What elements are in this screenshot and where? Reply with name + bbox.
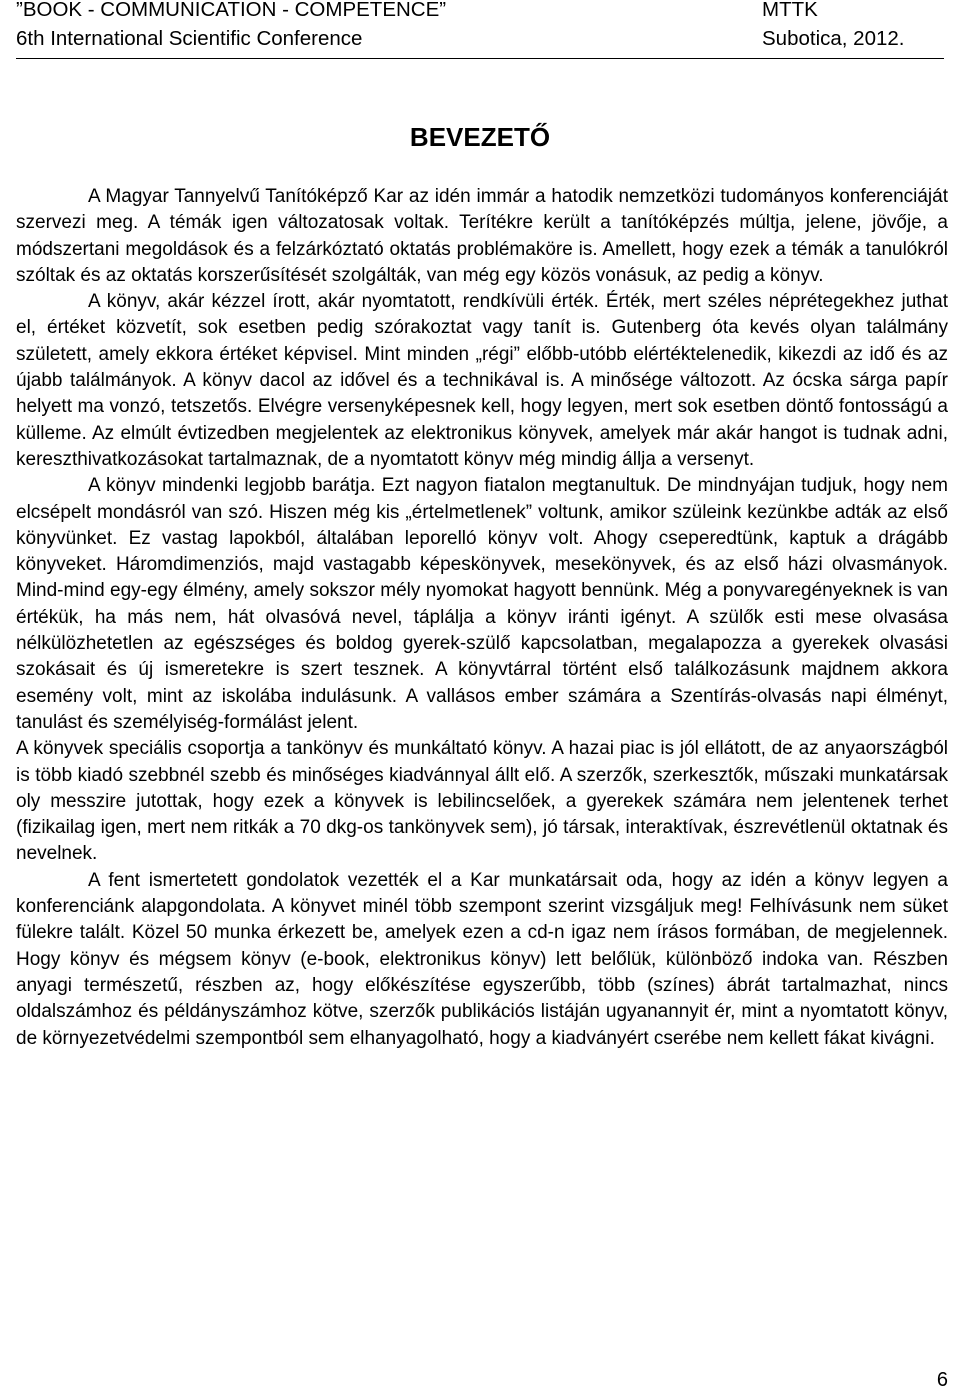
page-header xyxy=(16,0,944,59)
conference-title: ”BOOK - COMMUNICATION - COMPETENCE” xyxy=(16,0,447,21)
paragraph: A könyv, akár kézzel írott, akár nyomtatott, rendkívüli érték. Érték, mert széles néprétegekhez juthat el, értéket közvetít, sok esetben pedig szórakoztat vagy tanít is. Gutenberg óta kevés olyan találmány született, amely ekkora értéket képvisel. Mint minden „régi” előbb-utóbb elértéktelenedik, kikezdi az idő és az újabb találmányok. A könyv dacol az idővel és a technikával is. A minősége változott. Az ócska sárga papír helyett ma vonzó, tetszetős. Elvégre versenyképesnek kell, hogy legyen, mert sok esetben döntő fontosságú a külleme. Az elmúlt évtizedben megjelentek az elektronikus könyvek, amelyek már akár hangot is tudnak adni, kereszthivatkozásokat tartalmaznak, de a nyomtatott könyv még mindig állja a versenyt. xyxy=(16,291,948,470)
header-row-top xyxy=(16,0,944,22)
section-title: BEVEZETŐ xyxy=(409,122,551,152)
location-year: Subotica, 2012. xyxy=(762,27,905,50)
header-row-bottom xyxy=(16,27,944,51)
conference-subtitle: 6th International Scientific Conference xyxy=(16,27,363,50)
paragraph: A Magyar Tannyelvű Tanítóképző Kar az idén immár a hatodik nemzetközi tudományos konferenciáját szervezi meg. A témák igen változatosak voltak. Terítékre került a tanítóképzés múltja, jelene, jövője, a módszertani megoldások és a felzárkóztató oktatás problémaköre is. Amellett, hogy ezek a témák a tanulókról szóltak és az oktatás korszerűsítését szolgálták, van még egy közös vonásuk, az pedig a könyv. xyxy=(16,186,948,286)
paragraph: A fent ismertetett gondolatok vezették el a Kar munkatársait oda, hogy az idén a könyv legyen a konferenciánk alapgondolata. A könyvet minél több szempont szerint vizsgáljuk meg! Felhívásunk nem süket fülekre talált. Közel 50 munka érkezett be, amelyek ezen a cd-n igaz nem írásos formában, de megjelennek. Hogy könyv és mégsem könyv (e-book, elektronikus könyv) lett belőlük, különböző indoka van. Részben anyagi természetű, részben az, hogy előkészítése egyszerűbb, több (színes) ábrát tartalmazhat, nincs oldalszámhoz és példányszámhoz kötve, szerzők publikációs listáján ugyanannyit ér, mint a nyomtatott könyv, de környezetvédelmi szempontból sem elhanyagolható, hogy a kiadványért cserébe nem kellett fákat kivágni. xyxy=(16,869,948,1049)
paragraph: A könyv mindenki legjobb barátja. Ezt nagyon fiatalon megtanultuk. De mindnyájan tudjuk, hogy nem elcsépelt mondásról van szó. Hiszen még kis „értelmetlenek” voltunk, amikor szüleink kezünkbe adták az első könyvünket. Ez vastag lapokból, általában leporelló könyv volt. Ahogy cseperedtünk, kaptuk a drágább könyveket. Háromdimenziós, majd vastagabb képeskönyvek, mesekönyvek, és az első házi olvasmányok. Mind-mind egy-egy élmény, amely sokszor mély nyomokat hagyott bennünk. Még a ponyvaregényeknek is van értékük, ha más nem, hát olvasóvá nevel, táplálja a könyv iránti igényt. A szülők esti mese olvasása nélkülözhetetlen az egészséges és boldog gyerek-szülő kapcsolatban, megalapozza a gyerekek olvasási szokásait és új ismeretekre is szert tesznek. A könyvtárral történt első találkozásunk majdnem akkora esemény volt, mint az iskolába indulásunk. A vallásos ember számára a Szentírás-olvasás napi élményt, tanulást és személyiség-formálást jelent. xyxy=(16,475,948,733)
body-text xyxy=(16,184,948,1052)
paragraph: A könyvek speciális csoportja a tankönyv és munkáltató könyv. A hazai piac is jól ellátott, de az anyaországból is több kiadó szebbnél szebb és minőséges kiadvánnyal állt elő. A szerzők, szerkesztők, műszaki munkatársak oly messzire jutottak, hogy ezek a könyvek is lebilincselőek, a gyerekek számára nem jelentenek terhet (fizikailag igen, mert nem ritkák a 70 dkg-os tankönyvek sem), jó társak, interaktívak, észrevétlenül oktatnak és nevelnek. xyxy=(16,738,948,865)
faculty-abbreviation: MTTK xyxy=(762,0,818,21)
page-number: 6 xyxy=(936,1369,948,1391)
